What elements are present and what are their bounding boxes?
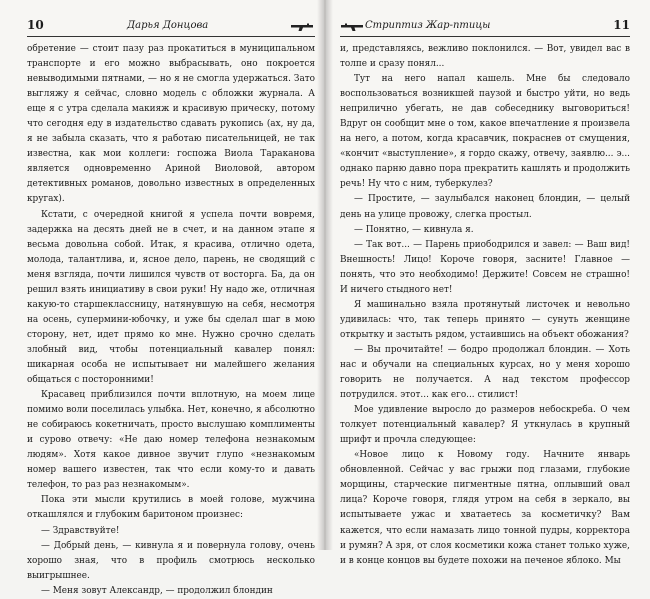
paragraph: — Простите, — заулыбался наконец блондин, — целый день на улице провожу, слегка простыл. — [340, 194, 630, 220]
paragraph: обретение — стоит пазу раз прокатиться в муниципальном транспорте и его можно выбрасывать, оно покроется невыводимыми пятнами, — но я не смогла удержаться. Зато выгляжу я сейчас, словно модель с обложки журнала. А еще я с утра сделала макияж и красивую прическу, потому что сегодня еду в издательство сдавать рукопись (ах, ну да, я не забыла сказать, что я работаю писательницей, не так известна, как мои коллеги: госпожа Виола Тараканова является одновременно Ариной Виоловой, автором детективных романов, довольно известных в определенных кругах). — [27, 44, 315, 205]
paragraph: Мое удивление выросло до размеров небоскреба. О чем толкует потенциальный кавалер? Я уткнулась в крупный шрифт и прочла следующее: — [340, 405, 630, 446]
running-title: Стриптиз Жар-птицы — [365, 20, 491, 31]
left-page-text — [27, 42, 315, 599]
pistol-icon — [290, 22, 314, 32]
paragraph: Я машинально взяла протянутый листочек и невольно удивилась: что, так теперь принято — сунуть женщине открытку и застыть рядом, устаившись на объект обожания? — [340, 299, 630, 340]
paragraph: — Вы прочитайте! — бодро продолжал блондин. — Хоть нас и обучали на специальных курсах, но у меня хорошо говорить не получается. А над текстом профессор потрудился. этот... как его... стилист! — [340, 344, 630, 401]
page-number: 11 — [613, 18, 630, 32]
paragraph: Пока эти мысли крутились в моей голове, мужчина откашлялся и глубоким баритоном произнес: — [27, 495, 315, 521]
pistol-icon — [340, 22, 364, 32]
paragraph: Кстати, с очередной книгой я успела почти вовремя, задержка на десять дней не в счет, и на данном этапе я весьма довольна собой. Итак, я красива, отлично одета, молода, талантлива, и, ясное дело, парень, не сводящий с меня взгляда, почти лишился чувств от восторга. Ба, да он решил взять инициативу в свои руки! Ну надо же, отличная какую-то старшеклассницу, натянувшую на себя, несмотря на осень, супермини-юбочку, и уже бы сделал шаг в мою сторону, нет, идет прямо ко мне. Нужно срочно сделать злобный вид, чтобы потенциальный кавалер понял: шикарная особа не испытывает ни малейшего желания общаться с посторонними! — [27, 209, 315, 386]
right-page — [325, 0, 650, 566]
right-running-head — [340, 18, 630, 37]
left-running-head — [27, 18, 315, 37]
paragraph: «Новое лицо к Новому году. Начните январь обновленной. Сейчас у вас грыжи под глазами, глубокие морщины, старческие пигментные пятна, оплывший овал лица? Короче говоря, глядя утром на себя в зеркало, вы испытываете ужас и хватаетесь за косметичку? Вам кажется, что если намазать лицо тонной пудры, корректора и румян? А зря, от слоя косметики кожа станет только хуже, и в конце концов вы будете похожи на печеное яблоко. Мы — [340, 450, 630, 566]
right-page-text — [340, 42, 630, 569]
paragraph: и, представляясь, вежливо поклонился. — Вот, увидел вас в толпе и сразу понял... — [340, 44, 630, 70]
page-number: 10 — [27, 18, 44, 32]
paragraph: Красавец приблизился почти вплотную, на моем лице помимо воли поселилась улыбка. Нет, конечно, я абсолютно не собираюсь кокетничать, просто выслушаю комплименты и сурово отвечу: «Не даю номер телефона незнакомым людям». Хотя какое дивное звучит глупо «незнакомым номер вашего известен, так что если кому-то и давать телефон, то раз раз незнакомым». — [27, 390, 315, 491]
paragraph: — Здравствуйте! — [41, 525, 120, 536]
paragraph: — Меня зовут Александр, — продолжил блондин — [41, 585, 273, 596]
paragraph: — Понятно, — кивнула я. — [354, 224, 474, 235]
paragraph: — Так вот... — Парень приободрился и завел: — Ваш вид! Внешность! Лицо! Короче говоря, засните! Главное — понять, что это необходимо! Держите! Совсем не страшно! И ничего стыдного нет! — [340, 239, 630, 295]
paragraph: Тут на него напал кашель. Мне бы следовало воспользоваться возникшей паузой и быстро уйти, но ведь неприлично убегать, не дав собеседнику выговориться! Вдруг он сообщит мне о том, какое впечатление я произвела на него, а потом, когда красавчик, покраснев от смущения, «кончит «выступление», я гордо скажу, отвечу, заявлю... э... однако парню давно пора прекратить кашлять и продолжить речь! Ну что с ним, туберкулез? — [340, 74, 630, 190]
running-title: Дарья Донцова — [127, 20, 209, 31]
left-page — [0, 0, 325, 596]
paragraph: — Добрый день, — кивнула я и повернула голову, очень хорошо зная, что в профиль смотрюсь несколько выигрышнее. — [27, 540, 315, 581]
